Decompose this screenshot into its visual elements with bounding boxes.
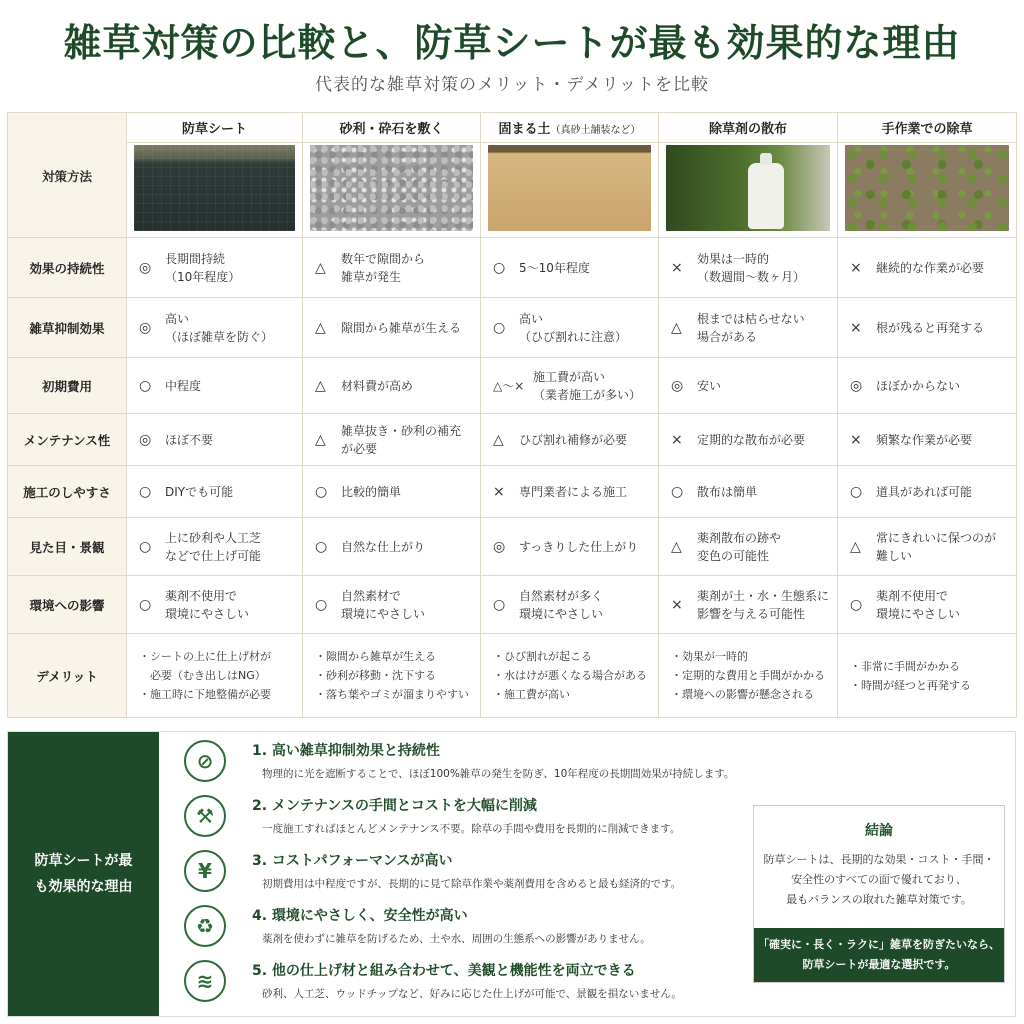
reason-title: 2. メンテナンスの手間とコストを大幅に削減	[252, 798, 537, 814]
row-header: 雑草抑制効果	[8, 298, 127, 358]
row-header: 効果の持続性	[8, 238, 127, 298]
table-cell	[481, 238, 659, 298]
rating-symbol: △	[315, 319, 326, 336]
tools-icon: ⚒	[184, 795, 226, 837]
rating-symbol: ×	[850, 259, 862, 276]
cell-text: 高い （ほぼ雑草を防ぐ）	[165, 311, 274, 344]
table-cell	[838, 358, 1017, 414]
cell-text: 高い （ひび割れに注意）	[519, 311, 628, 344]
table-row	[8, 466, 1017, 518]
rating-symbol: ○	[315, 538, 328, 555]
cell-text: 継続的な作業が必要	[876, 260, 985, 275]
table-cell	[481, 576, 659, 634]
row-header: デメリット	[8, 634, 127, 718]
page-subtitle: 代表的な雑草対策のメリット・デメリットを比較	[315, 75, 709, 95]
table-cell	[659, 238, 838, 298]
table-cell	[659, 518, 838, 576]
cell-text: 比較的簡単	[341, 484, 402, 499]
cell-text: ・非常に手間がかかる ・時間が経つと再発する	[850, 659, 971, 692]
rating-symbol: △	[671, 538, 682, 555]
rating-symbol: ×	[850, 431, 862, 448]
table-cell	[303, 358, 481, 414]
table-row	[8, 358, 1017, 414]
table-cell	[481, 298, 659, 358]
rating-symbol: ○	[493, 319, 506, 336]
spray-bottle-icon	[748, 163, 784, 229]
conclusion-body: 防草シートは、長期的な効果・コスト・手間・ 安全性のすべての面で優れており、 最もバランスの取れた雑草対策です。	[763, 853, 995, 906]
cell-text: 薬剤が土・水・生態系に 影響を与える可能性	[697, 588, 830, 621]
cell-text: 道具があれば可能	[876, 484, 973, 499]
cell-text: ほぼ不要	[165, 432, 214, 447]
cell-text: ひび割れ補修が必要	[519, 432, 628, 447]
row-header: メンテナンス性	[8, 414, 127, 466]
rating-symbol: ×	[671, 596, 683, 613]
rating-symbol: ○	[139, 377, 152, 394]
reason-description: 砂利、人工芝、ウッドチップなど、好みに応じた仕上げが可能で、景観を損ないません。	[262, 988, 682, 1000]
table-cell	[659, 576, 838, 634]
table-row	[8, 518, 1017, 576]
cell-text: 薬剤不使用で 環境にやさしい	[876, 588, 961, 621]
row-header: 初期費用	[8, 358, 127, 414]
cell-text: ・効果が一時的 ・定期的な費用と手間がかかる ・環境への影響が懸念される	[671, 650, 825, 701]
cell-text: 頻繁な作業が必要	[876, 432, 973, 447]
table-cell	[838, 634, 1017, 718]
rating-symbol: ×	[671, 431, 683, 448]
table-cell	[303, 466, 481, 518]
table-row	[8, 238, 1017, 298]
table-cell	[838, 414, 1017, 466]
eco-leaf-icon: ♻	[184, 905, 226, 947]
row-header: 環境への影響	[8, 576, 127, 634]
reason-description: 初期費用は中程度ですが、長期的に見て除草作業や薬剤費用を含めると最も経済的です。	[262, 878, 682, 890]
layers-icon: ≋	[184, 960, 226, 1002]
cell-text: 上に砂利や人工芝 などで仕上げ可能	[165, 530, 262, 563]
cell-text: 安い	[697, 378, 722, 393]
rating-symbol: ○	[139, 538, 152, 555]
rating-symbol: ◎	[850, 377, 863, 394]
reasons-panel	[7, 731, 1016, 1017]
cell-text: 効果は一時的 （数週間〜数ヶ月）	[697, 251, 806, 284]
table-cell	[481, 358, 659, 414]
table-cell	[303, 298, 481, 358]
cell-text: 自然素材で 環境にやさしい	[341, 588, 426, 621]
conclusion-box	[753, 805, 1005, 983]
reason-item-5	[176, 960, 746, 1012]
cell-text: 中程度	[165, 378, 202, 393]
rating-symbol: ○	[671, 483, 684, 500]
cell-text: 薬剤散布の跡や 変色の可能性	[697, 530, 782, 563]
rating-symbol: △	[315, 377, 326, 394]
rating-symbol: ◎	[139, 431, 152, 448]
cell-text: 専門業者による施工	[519, 484, 628, 499]
cell-text: すっきりした仕上がり	[519, 539, 639, 554]
rating-symbol: △	[850, 538, 861, 555]
cell-text: 5〜10年程度	[519, 260, 590, 275]
method-header-cell	[8, 113, 127, 238]
cell-text: ・シートの上に仕上げ材が 必要（むき出しはNG） ・施工時に下地整備が必要	[139, 650, 271, 701]
cell-text: 長期間持続 （10年程度）	[165, 251, 241, 284]
reason-item-4	[176, 905, 746, 957]
method-label: 対策方法	[41, 168, 92, 184]
table-cell	[303, 634, 481, 718]
rating-symbol: ○	[493, 259, 506, 276]
rating-symbol: ○	[850, 596, 863, 613]
reason-title: 5. 他の仕上げ材と組み合わせて、美観と機能性を両立できる	[252, 963, 636, 979]
table-cell	[303, 518, 481, 576]
cell-text: 定期的な散布が必要	[697, 432, 806, 447]
conclusion-title: 結論	[865, 823, 893, 839]
cell-text: 材料費が高め	[341, 378, 414, 393]
table-cell	[303, 414, 481, 466]
column-header-hand-weeding: 手作業での除草	[838, 113, 1017, 143]
rating-symbol: ○	[315, 596, 328, 613]
hardening-soil-photo	[488, 145, 651, 231]
cell-text: ほぼかからない	[876, 378, 961, 393]
cell-text: 数年で隙間から 雑草が発生	[341, 251, 426, 284]
reason-title: 3. コストパフォーマンスが高い	[252, 853, 453, 869]
rating-symbol: ○	[139, 483, 152, 500]
reason-title: 1. 高い雑草抑制効果と持続性	[252, 743, 440, 759]
table-cell	[481, 414, 659, 466]
table-cell	[838, 518, 1017, 576]
reason-item-2	[176, 795, 746, 847]
cell-text: 散布は簡単	[697, 484, 758, 499]
column-header-herbicide: 除草剤の散布	[659, 113, 838, 143]
table-cell	[481, 634, 659, 718]
cell-text: 根が残ると再発する	[876, 320, 985, 335]
yen-icon: ¥	[184, 850, 226, 892]
row-header: 見た目・景観	[8, 518, 127, 576]
table-row	[8, 298, 1017, 358]
rating-symbol: ◎	[671, 377, 684, 394]
table-cell	[659, 466, 838, 518]
reason-item-1	[176, 740, 746, 792]
herbicide-photo	[666, 145, 830, 231]
rating-symbol: △	[493, 431, 504, 448]
table-row	[8, 414, 1017, 466]
rating-symbol: ×	[671, 259, 683, 276]
no-weed-icon: ⊘	[184, 740, 226, 782]
rating-symbol: ○	[139, 596, 152, 613]
cell-text: 薬剤不使用で 環境にやさしい	[165, 588, 250, 621]
rating-symbol: △〜×	[493, 379, 525, 393]
cell-text: 自然素材が多く 環境にやさしい	[519, 588, 604, 621]
weed-sheet-photo	[134, 145, 295, 231]
table-cell	[481, 466, 659, 518]
table-row	[8, 634, 1017, 718]
cell-text: 雑草抜き・砂利の補充が必要	[341, 423, 462, 456]
row-header: 施工のしやすさ	[8, 466, 127, 518]
cell-text: DIYでも可能	[165, 484, 234, 499]
rating-symbol: △	[315, 431, 326, 448]
cell-text: 施工費が高い （業者施工が多い）	[533, 369, 642, 402]
rating-symbol: ◎	[493, 538, 506, 555]
table-cell	[127, 414, 303, 466]
reasons-heading: 防草シートが最 も効果的な理由	[8, 732, 159, 1016]
reason-description: 物理的に光を遮断することで、ほぼ100%雑草の発生を防ぎ、10年程度の長期間効果が持続します。	[262, 768, 735, 780]
rating-symbol: ○	[315, 483, 328, 500]
table-cell	[127, 358, 303, 414]
reason-title: 4. 環境にやさしく、安全性が高い	[252, 908, 468, 924]
comparison-table	[7, 112, 1017, 718]
cell-text: ・隙間から雑草が生える ・砂利が移動・沈下する ・落ち葉やゴミが溜まりやすい	[315, 650, 469, 701]
cell-text: 隙間から雑草が生える	[341, 320, 462, 335]
cell-text: ・ひび割れが起こる ・水はけが悪くなる場合がある ・施工費が高い	[493, 650, 647, 701]
rating-symbol: △	[315, 259, 326, 276]
table-cell	[127, 466, 303, 518]
table-cell	[303, 238, 481, 298]
rating-symbol: ○	[493, 596, 506, 613]
table-cell	[659, 414, 838, 466]
rating-symbol: ×	[850, 319, 862, 336]
table-cell	[127, 518, 303, 576]
cell-text: 自然な仕上がり	[341, 539, 426, 554]
rating-symbol: ×	[493, 483, 505, 500]
table-cell	[838, 576, 1017, 634]
reason-item-3	[176, 850, 746, 902]
table-cell	[659, 634, 838, 718]
table-cell	[127, 634, 303, 718]
column-header-gravel: 砂利・砕石を敷く	[303, 113, 481, 143]
rating-symbol: ○	[850, 483, 863, 500]
table-cell	[127, 298, 303, 358]
gravel-photo	[310, 145, 473, 231]
cell-text: 常にきれいに保つのが 難しい	[876, 530, 997, 563]
conclusion-footer: 「確実に・長く・ラクに」雑草を防ぎたいなら、 防草シートが最適な選択です。	[754, 928, 1004, 982]
rating-symbol: △	[671, 319, 682, 336]
reason-description: 薬剤を使わずに雑草を防げるため、土や水、周囲の生態系への影響がありません。	[262, 933, 651, 945]
table-cell	[659, 298, 838, 358]
table-cell	[838, 238, 1017, 298]
rating-symbol: ◎	[139, 259, 152, 276]
table-row	[8, 576, 1017, 634]
table-cell	[838, 298, 1017, 358]
table-cell	[659, 358, 838, 414]
rating-symbol: ◎	[139, 319, 152, 336]
cell-text: 根までは枯らせない 場合がある	[697, 311, 805, 344]
table-cell	[481, 518, 659, 576]
page-title: 雑草対策の比較と、防草シートが最も効果的な理由	[63, 20, 961, 65]
column-header-weed-sheet: 防草シート	[127, 113, 303, 143]
table-cell	[127, 238, 303, 298]
hand-weeding-photo	[845, 145, 1009, 231]
table-cell	[127, 576, 303, 634]
table-cell	[303, 576, 481, 634]
reason-description: 一度施工すればほとんどメンテナンス不要。除草の手間や費用を長期的に削減できます。	[262, 823, 681, 835]
column-header-hardening-soil: 固まる土（真砂土舗装など）	[481, 113, 659, 143]
table-cell	[838, 466, 1017, 518]
